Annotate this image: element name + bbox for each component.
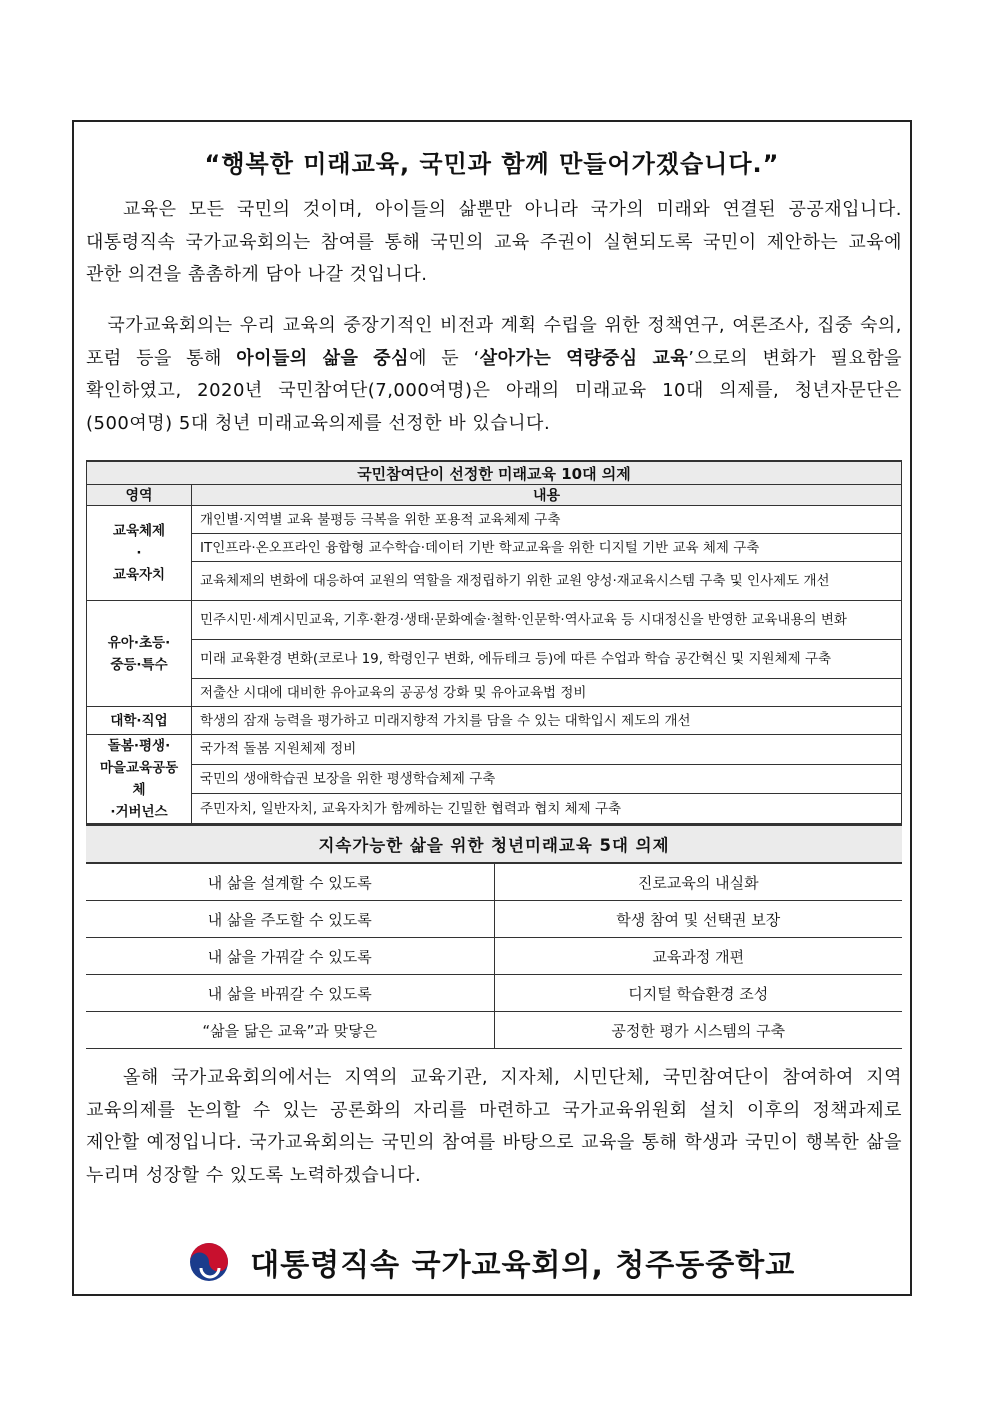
youth-goal: 내 삶을 설계할 수 있도록 xyxy=(86,863,494,901)
agenda-table-youth-5-title: 지속가능한 삶을 위한 청년미래교육 5대 의제 xyxy=(86,825,902,863)
agenda-item: 주민자치, 일반자치, 교육자치가 함께하는 긴밀한 협력과 협치 체제 구축 xyxy=(192,794,902,824)
agenda-table-youth-5 xyxy=(86,824,902,1049)
intro-paragraph xyxy=(86,194,902,292)
youth-agenda: 학생 참여 및 선택권 보장 xyxy=(494,901,902,938)
footer-signature xyxy=(74,1240,910,1284)
agenda-item: 저출산 시대에 대비한 유아교육의 공공성 강화 및 유아교육법 정비 xyxy=(192,679,902,707)
youth-goal: 내 삶을 주도할 수 있도록 xyxy=(86,901,494,938)
agenda-item: 국민의 생애학습권 보장을 위한 평생학습체제 구축 xyxy=(192,764,902,794)
taegeuk-logo-icon xyxy=(189,1242,229,1282)
youth-goal: 내 삶을 가꿔갈 수 있도록 xyxy=(86,938,494,975)
table-row xyxy=(86,901,902,938)
youth-goal: “삶을 닮은 교육”과 맞닿은 xyxy=(86,1012,494,1049)
closing-text: 올해 국가교육회의에서는 지역의 교육기관, 지자체, 시민단체, 국민참여단이 참여하여 지역 교육의제를 논의할 수 있는 공론화의 자리를 마련하고 국가교육위원회 설치 이후의 정책과제로 제안할 예정입니다. 국가교육회의는 국민의 참여를 바탕으로 교육을 통해 학생과 국민이 행복한 삶을 누리며 성장할 수 있도록 노력하겠습니다. xyxy=(86,1067,902,1186)
youth-agenda: 진로교육의 내실화 xyxy=(494,863,902,901)
closing-paragraph xyxy=(86,1062,902,1192)
page-title: “행복한 미래교육, 국민과 함께 만들어가겠습니다.” xyxy=(204,150,780,178)
agenda-item: 미래 교육환경 변화(코로나 19, 학령인구 변화, 에듀테크 등)에 따른 수업과 학습 공간혁신 및 지원체제 구축 xyxy=(192,640,902,679)
col-area-header: 영역 xyxy=(87,485,192,506)
youth-goal: 내 삶을 바꿔갈 수 있도록 xyxy=(86,975,494,1012)
area-cell: 돌봄·평생· 마을교육공동체 ·거버넌스 xyxy=(87,735,192,824)
table-row xyxy=(86,863,902,901)
policy-text-c: 에 둔 ‘ xyxy=(409,347,480,369)
policy-emphasis-1: 아이들의 삶을 중심 xyxy=(236,347,410,369)
agenda-item: 국가적 돌봄 지원체제 정비 xyxy=(192,735,902,765)
agenda-table-10-title: 국민참여단이 선정한 미래교육 10대 의제 xyxy=(87,461,902,485)
policy-emphasis-2: 살아가는 역량중심 교육 xyxy=(479,347,689,369)
footer-text: 대통령직속 국가교육회의, 청주동중학교 xyxy=(250,1248,796,1283)
area-cell: 유아·초등· 중등·특수 xyxy=(87,601,192,707)
youth-agenda: 교육과정 개편 xyxy=(494,938,902,975)
youth-agenda: 디지털 학습환경 조성 xyxy=(494,975,902,1012)
agenda-item: 학생의 잠재 능력을 평가하고 미래지향적 가치를 담을 수 있는 대학입시 제도의 개선 xyxy=(192,707,902,735)
area-cell: 교육체제 · 교육자치 xyxy=(87,506,192,601)
area-cell: 대학·직업 xyxy=(87,707,192,735)
agenda-item: IT인프라·온오프라인 융합형 교수학습·데이터 기반 학교교육을 위한 디지털 기반 교육 체제 구축 xyxy=(192,534,902,562)
col-content-header: 내용 xyxy=(192,485,902,506)
table-row xyxy=(86,938,902,975)
table-row xyxy=(86,975,902,1012)
policy-text-e: ’으로의 변화가 필요함을 확인하였고, 2020년 국민참여단(7,000여명)은 아래의 미래교육 10대 의제를, 청년자문단은(500여명) 5대 청년 미래교육의제를 선정한 바 있습니다. xyxy=(86,347,902,434)
agenda-item: 개인별·지역별 교육 불평등 극복을 위한 포용적 교육체제 구축 xyxy=(192,506,902,534)
table-row xyxy=(86,1012,902,1049)
youth-agenda: 공정한 평가 시스템의 구축 xyxy=(494,1012,902,1049)
intro-text: 교육은 모든 국민의 것이며, 아이들의 삶뿐만 아니라 국가의 미래와 연결된 공공재입니다. 대통령직속 국가교육회의는 참여를 통해 국민의 교육 주권이 실현되도록 국민이 제안하는 교육에 관한 의견을 촘촘하게 담아 나갈 것입니다. xyxy=(86,199,902,285)
document-frame xyxy=(72,120,912,1296)
policy-paragraph xyxy=(86,310,902,440)
agenda-item: 민주시민·세계시민교육, 기후·환경·생태·문화예술·철학·인문학·역사교육 등 시대정신을 반영한 교육내용의 변화 xyxy=(192,601,902,640)
agenda-table-10 xyxy=(86,460,902,824)
agenda-item: 교육체제의 변화에 대응하여 교원의 역할을 재정립하기 위한 교원 양성·재교육시스템 구축 및 인사제도 개선 xyxy=(192,562,902,601)
policy-text-a: 국가교육회의는 우리 교육의 중장기적인 비전과 계획 수립을 위한 정책연구, 여론조사, 집중 숙의, 포럼 등을 통해 xyxy=(86,315,903,369)
